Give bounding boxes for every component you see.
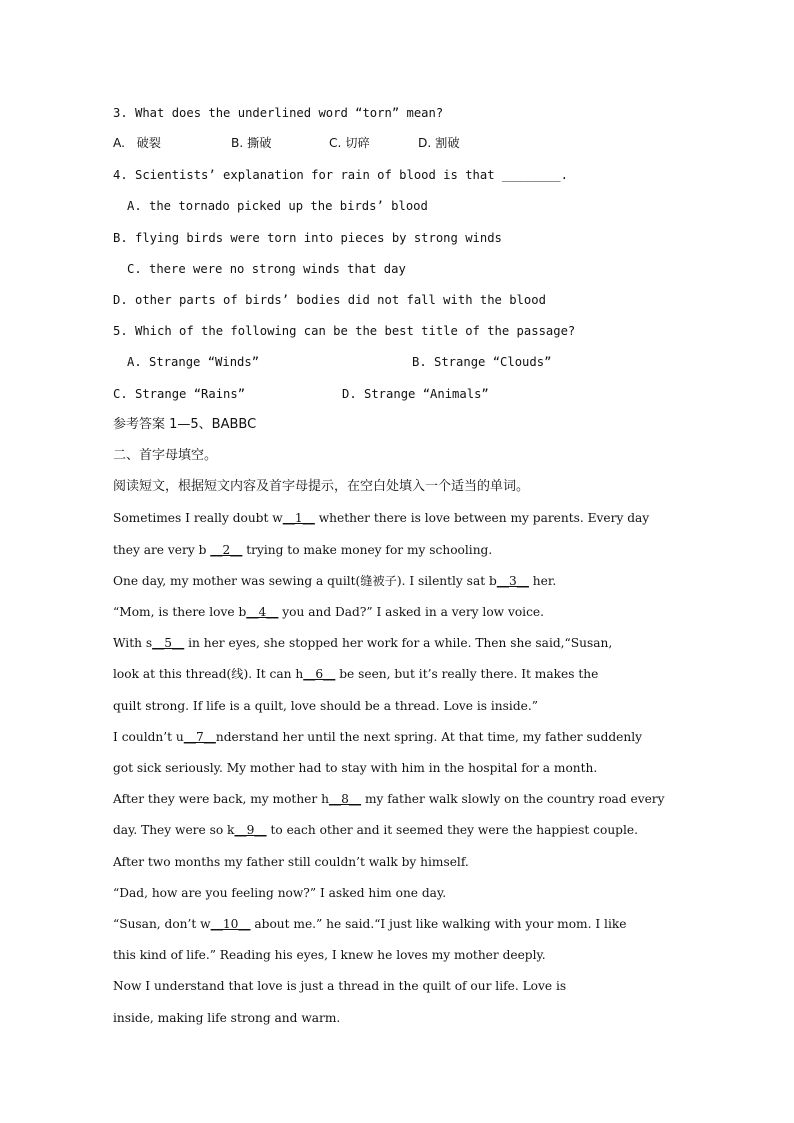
q5-option-b: B. Strange “Clouds” [412,355,552,369]
passage-line: I couldn’t u__7__nderstand her until the next spring. At that time, my father suddenly [113,730,643,744]
passage-line: With s__5__ in her eyes, she stopped her work for a while. Then she said,“Susan, [113,636,613,650]
passage-line: got sick seriously. My mother had to stay with him in the hospital for a month. [113,761,598,775]
q5-option-d: D. Strange “Animals” [342,387,489,401]
passage-line: inside, making life strong and warm. [113,1011,341,1025]
q3-option-c: C. 切碎 [329,136,370,150]
q5-option-c: C. Strange “Rains” [113,387,246,401]
blank-9: __9__ [234,823,267,837]
passage-line: “Mom, is there love b__4__ you and Dad?” I asked in a very low voice. [113,605,544,619]
blank-8: __8__ [328,792,362,806]
blank-5: __5__ [152,636,185,650]
passage-line: day. They were so k__9__ to each other and it seemed they were the happiest couple. [113,823,638,837]
blank-1: __1__ [282,511,315,525]
passage-line: this kind of life.” Reading his eyes, I knew he loves my mother deeply. [113,948,546,962]
passage-line: After two months my father still couldn’t walk by himself. [113,855,469,869]
question-5-stem: 5. Which of the following can be the best title of the passage? [113,324,576,338]
blank-6: __6__ [303,667,336,681]
passage-line: look at this thread(线). It can h__6__ be seen, but it’s really there. It makes the [113,667,599,681]
q4-option-a: A. the tornado picked up the birds’ blood [127,199,428,213]
q4-option-c: C. there were no strong winds that day [127,262,406,276]
q5-option-a: A. Strange “Winds” [127,355,260,369]
passage-line: they are very b __2__ trying to make money for my schooling. [113,543,493,557]
blank-10: __10__ [210,917,251,931]
passage-line: Sometimes I really doubt w__1__ whether there is love between my parents. Every day [113,511,650,525]
q3-option-a: A. 破裂 [113,136,161,150]
section-2-instructions: 阅读短文，根据短文内容及首字母提示，在空白处填入一个适当的单词。 [113,479,530,494]
passage-line: One day, my mother was sewing a quilt(缝被子). I silently sat b__3__ her. [113,574,557,588]
section-2-title: 二、首字母填空。 [113,448,218,463]
passage-line: quilt strong. If life is a quilt, love should be a thread. Love is inside.” [113,699,538,713]
blank-4: __4__ [246,605,279,619]
passage-line: “Susan, don’t w__10__ about me.” he said.“I just like walking with your mom. I like [113,917,627,931]
q3-option-d: D. 割破 [418,136,460,150]
question-4-stem: 4. Scientists’ explanation for rain of blood is that ________. [113,168,568,182]
blank-2: __2__ [210,543,243,557]
q4-option-b: B. flying birds were torn into pieces by strong winds [113,231,502,245]
blank-7: __7__ [183,730,216,744]
q4-option-d: D. other parts of birds’ bodies did not fall with the blood [113,293,546,307]
answer-key: 参考答案 1—5、BABBC [113,417,257,432]
q3-option-b: B. 撕破 [231,136,272,150]
question-3-stem: 3. What does the underlined word “torn” mean? [113,106,444,120]
passage-line: “Dad, how are you feeling now?” I asked him one day. [113,886,447,900]
passage-line: After they were back, my mother h__8__ my father walk slowly on the country road every [113,792,665,806]
passage-line: Now I understand that love is just a thread in the quilt of our life. Love is [113,979,567,993]
blank-3: __3__ [496,574,529,588]
